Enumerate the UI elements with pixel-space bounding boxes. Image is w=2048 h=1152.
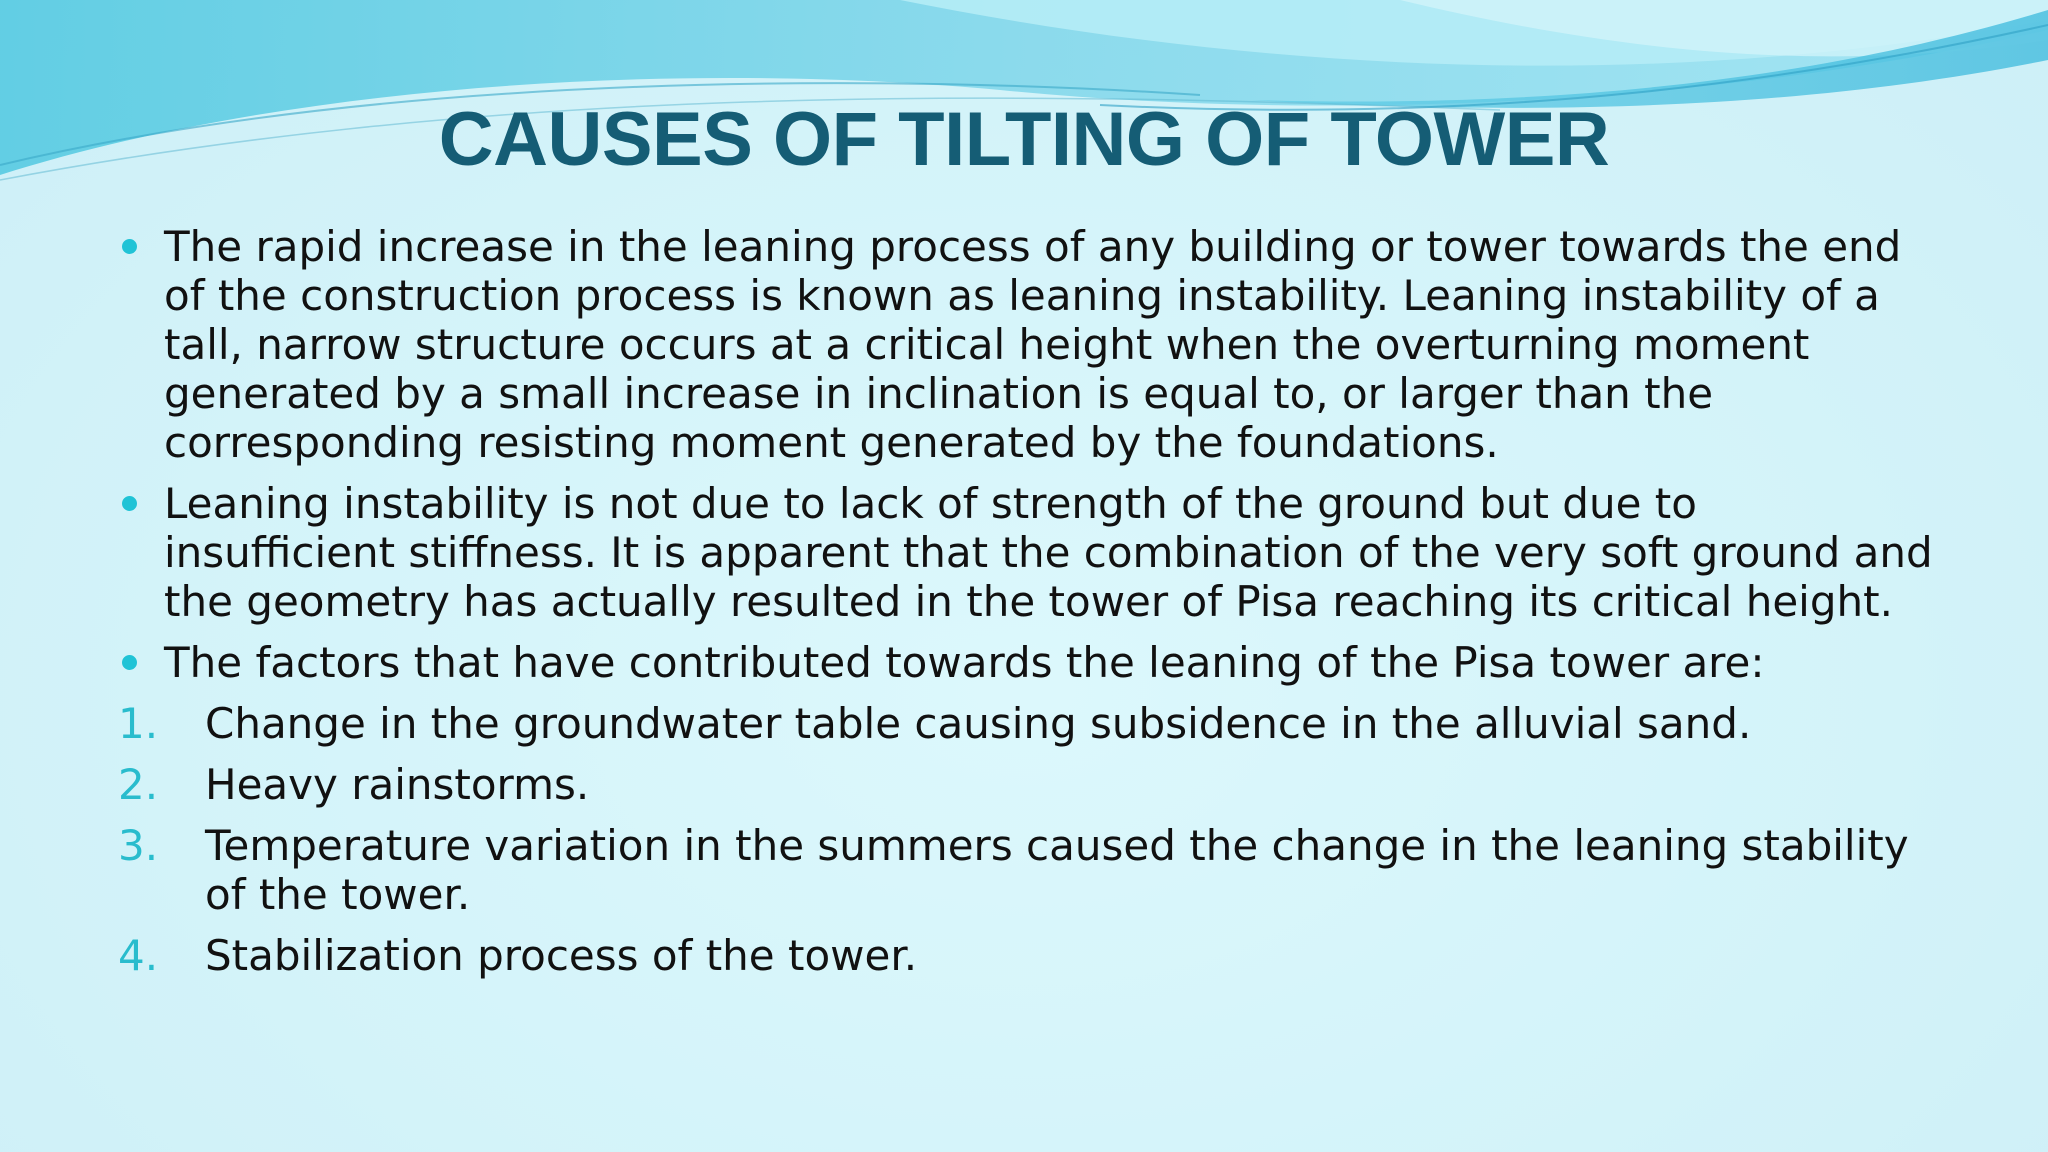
bullet-text: Leaning instability is not due to lack of strength of the ground but due to insufficient stiffness. It is apparent that the combination of the very soft ground and the geometry has actually resulted in the tower of Pisa reaching its critical height. bbox=[164, 479, 1933, 626]
item-text: Temperature variation in the summers caused the change in the leaning stability of the tower. bbox=[205, 821, 1909, 919]
slide-title: CAUSES OF TILTING OF TOWER bbox=[438, 97, 1610, 182]
numbered-item bbox=[118, 760, 1938, 809]
bullet-dot-icon bbox=[122, 655, 137, 670]
bullet-item bbox=[118, 479, 1938, 626]
item-text: Change in the groundwater table causing subsidence in the alluvial sand. bbox=[205, 699, 1752, 748]
bullet-text: The rapid increase in the leaning process of any building or tower towards the end of the construction process is known as leaning instability. Leaning instability of a tall, narrow structure occurs at a critical height when the overturning moment generated by a small increase in inclination is equal to, or larger than the corresponding resisting moment generated by the foundations. bbox=[164, 222, 1902, 467]
item-number: 2. bbox=[118, 760, 159, 809]
numbered-item bbox=[118, 931, 1938, 980]
bullet-item bbox=[118, 222, 1938, 467]
numbered-item bbox=[118, 821, 1938, 919]
bullet-dot-icon bbox=[122, 496, 137, 511]
item-text: Stabilization process of the tower. bbox=[205, 931, 918, 980]
item-number: 4. bbox=[118, 931, 159, 980]
item-number: 3. bbox=[118, 821, 159, 870]
item-number: 1. bbox=[118, 699, 159, 748]
bullet-text: The factors that have contributed towards the leaning of the Pisa tower are: bbox=[164, 638, 1765, 687]
numbered-item bbox=[118, 699, 1938, 748]
item-text: Heavy rainstorms. bbox=[205, 760, 590, 809]
slide-content bbox=[118, 222, 1938, 992]
bullet-item bbox=[118, 638, 1938, 687]
bullet-dot-icon bbox=[122, 239, 137, 254]
